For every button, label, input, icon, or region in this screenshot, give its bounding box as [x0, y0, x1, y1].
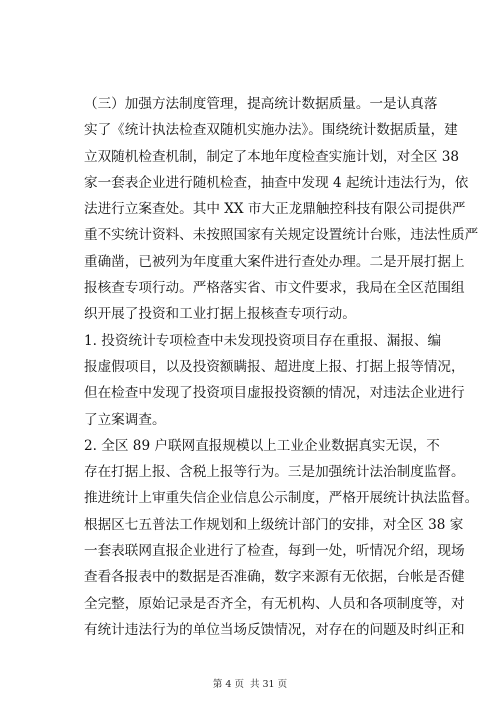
page-number: 第 4 页 共 31 页: [212, 679, 288, 690]
text-line: 了立案调查。: [84, 411, 166, 428]
paragraph-1: [84, 91, 479, 328]
text-line: 根据区七五普法工作规划和上级统计部门的安排，对全区 38 家: [84, 516, 464, 533]
text-line: 重不实统计资料、未按照国家有关规定设置统计台账，违法性质严: [84, 227, 479, 244]
text-line: 法进行立案查处。其中 XX 市大正龙鼎触控科技有限公司提供严: [84, 201, 466, 218]
text-line: 推进统计上审重失信企业信息公示制度，严格开展统计执法监督。: [84, 490, 479, 507]
paragraph-3: [84, 433, 479, 643]
text-line: 家一套表企业进行随机检查，抽查中发现 4 起统计违法行为，依: [84, 174, 469, 191]
text-line: 1. 投资统计专项检查中未发现投资项目存在重报、漏报、编: [84, 332, 442, 349]
text-line: 全完整，原始记录是否齐全，有无机构、人员和各项制度等，对: [84, 595, 465, 612]
text-line: 织开展了投资和工业打据上报核查专项行动。: [84, 306, 356, 323]
text-line: （三）加强方法制度管理，提高统计数据质量。一是认真落: [84, 96, 438, 112]
text-line: 2. 全区 89 户联网直报规模以上工业企业数据真实无误，不: [84, 437, 440, 454]
text-line: 立双随机检查机制，制定了本地年度检查实施计划，对全区 38: [84, 148, 460, 165]
document-body: [84, 91, 479, 643]
text-line: 查看各报表中的数据是否准确，数字来源有无依据，台帐是否健: [84, 569, 465, 586]
text-line: 报核查专项行动。严格落实省、市文件要求，我局在全区范围组: [84, 280, 465, 297]
text-line: 重确凿，已被列为年度重大案件进行查处办理。二是开展打据上: [84, 253, 465, 270]
text-line: 存在打据上报、含税上报等行为。三是加强统计法治制度监督。: [84, 464, 465, 481]
text-line: 报虚假项目，以及投资额瞒报、超进度上报、打据上报等情况，: [84, 358, 465, 375]
page-footer: [0, 676, 500, 690]
text-line: 有统计违法行为的单位当场反馈情况，对存在的问题及时纠正和: [84, 621, 465, 638]
text-line: 实了《统计执法检查双随机实施办法》。围绕统计数据质量，建: [84, 122, 458, 139]
paragraph-2: [84, 328, 465, 433]
text-line: 但在检查中发现了投资项目虚报投资额的情况，对违法企业进行: [84, 385, 465, 402]
text-line: 一套表联网直报企业进行了检查，每到一处，听情况介绍，现场: [84, 543, 465, 560]
